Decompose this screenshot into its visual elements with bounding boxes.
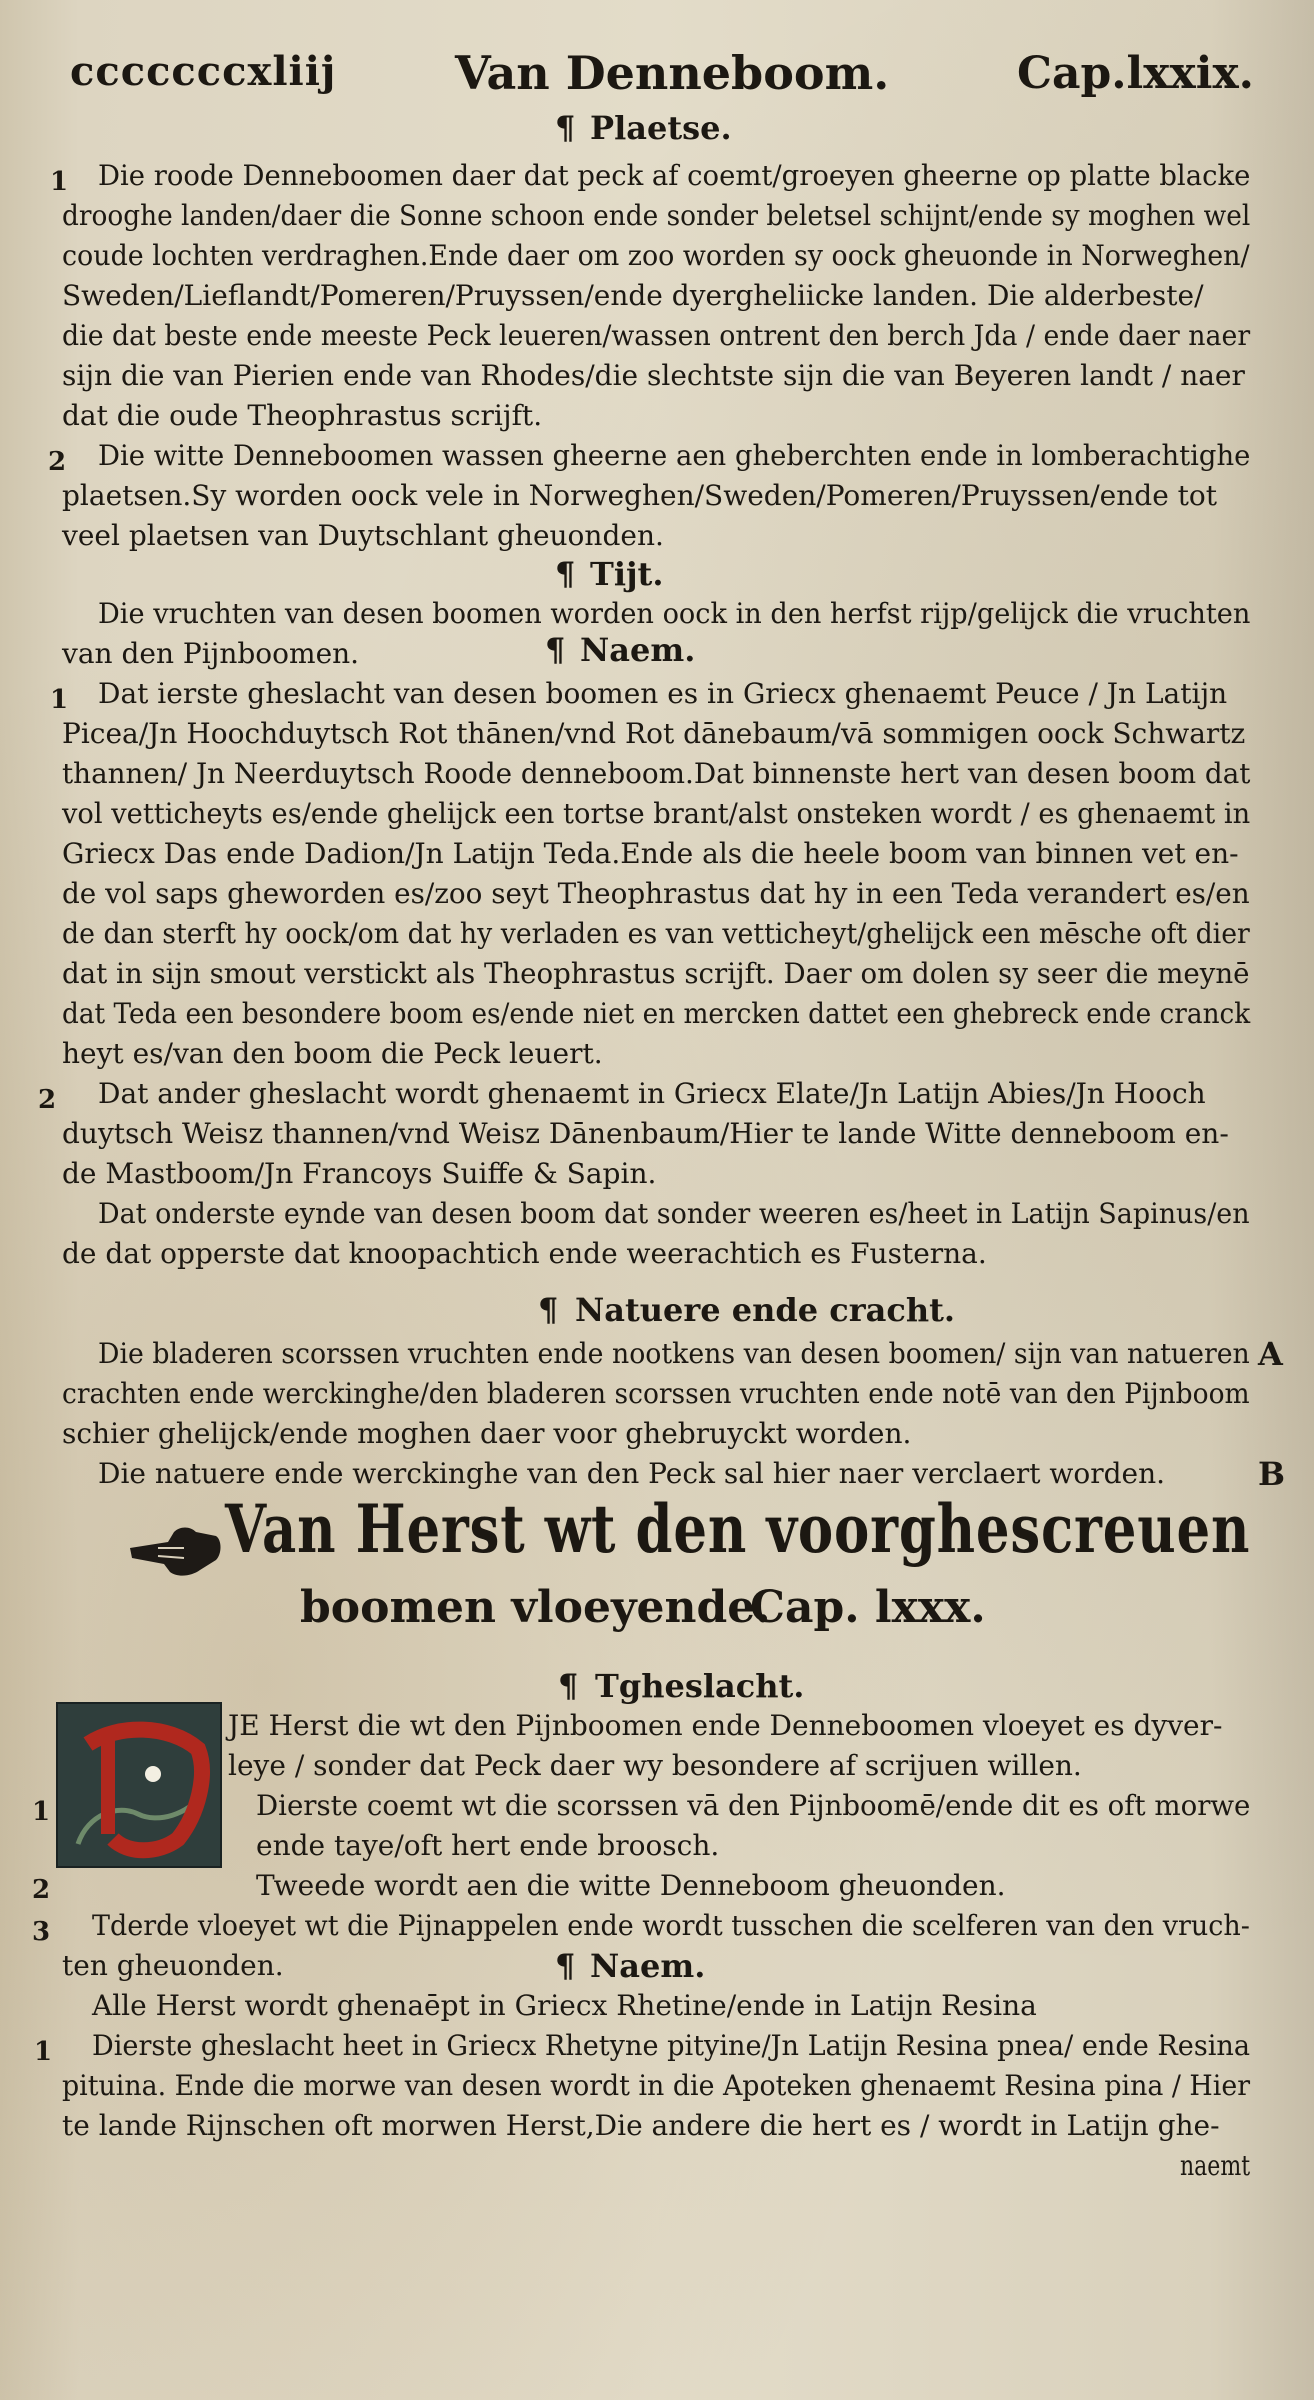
text-line: dat in sijn smout verstickt als Theophrastus scrijft. Daer om dolen sy seer die meynē: [62, 957, 1250, 990]
text-line: Dat onderste eynde van desen boom dat sonder weeren es/heet in Latijn Sapinus/en: [98, 1197, 1250, 1230]
text-line: pituina. Ende die morwe van desen wordt in die Apoteken ghenaemt Resina pina / Hier: [62, 2069, 1251, 2102]
text-line: Tweede wordt aen die witte Denneboom gheuonden.: [256, 1869, 1006, 1902]
text-line: Picea/Jn Hoochduytsch Rot thānen/vnd Rot dānebaum/vā sommigen oock Schwartz: [62, 717, 1246, 750]
margin-number: 2: [48, 447, 67, 477]
catchword: naemt: [1180, 2149, 1251, 2182]
margin-number: 1: [50, 167, 69, 197]
text-line: de vol saps gheworden es/zoo seyt Theophrastus dat hy in een Teda verandert es/en: [62, 877, 1250, 910]
section-heading-gheslacht: Tgheslacht.: [595, 1667, 805, 1705]
text-line: de Mastboom/Jn Francoys Suiffe & Sapin.: [62, 1157, 657, 1190]
text-line: Griecx Das ende Dadion/Jn Latijn Teda.Ende als die heele boom van binnen vet en-: [62, 837, 1239, 870]
decorated-initial-letter: [56, 1702, 222, 1868]
margin-number: 2: [38, 1085, 57, 1115]
text-line: Die bladeren scorssen vruchten ende nootkens van desen boomen/ sijn van natueren: [98, 1337, 1250, 1370]
running-title: Van Denneboom.: [455, 46, 890, 100]
chapter-number: Cap.lxxix.: [1016, 48, 1254, 99]
text-line: drooghe landen/daer die Sonne schoon ende sonder beletsel schijnt/ende sy moghen wel: [62, 199, 1251, 232]
text-line: vol vetticheyts es/ende ghelijck een tortse brant/alst onsteken wordt / es ghenaemt in: [62, 797, 1251, 830]
margin-number: 2: [32, 1875, 51, 1905]
chapter-title: Van Herst wt den voorghescreuen: [225, 1490, 1251, 1568]
text-line: Sweden/Lieflandt/Pomeren/Pruyssen/ende dyergheliicke landen. Die alderbeste/: [62, 279, 1204, 312]
text-line: plaetsen.Sy worden oock vele in Norweghen/Sweden/Pomeren/Pruyssen/ende tot: [62, 479, 1218, 512]
text-line: die dat beste ende meeste Peck leueren/wassen ontrent den berch Jda / ende daer naer: [62, 319, 1251, 352]
margin-number: 3: [32, 1917, 51, 1947]
pilcrow-icon: ¶: [555, 555, 576, 593]
text-line: leye / sonder dat Peck daer wy besondere af scrijuen willen.: [228, 1749, 1082, 1782]
pilcrow-icon: ¶: [545, 631, 566, 669]
margin-number: 1: [50, 685, 69, 715]
pointing-hand-icon: [128, 1512, 223, 1582]
pilcrow-icon: ¶: [558, 1667, 579, 1705]
section-heading-naem: Naem.: [580, 631, 696, 669]
margin-number: 1: [32, 1797, 51, 1827]
text-line: Dat ierste gheslacht van desen boomen es in Griecx ghenaemt Peuce / Jn Latijn: [98, 677, 1228, 710]
text-line: Dierste gheslacht heet in Griecx Rhetyne pityine/Jn Latijn Resina pnea/ ende Resina: [92, 2029, 1251, 2062]
text-line: dat die oude Theophrastus scrijft.: [62, 399, 543, 432]
margin-number: 1: [34, 2037, 53, 2067]
pilcrow-icon: ¶: [538, 1291, 559, 1329]
text-line: dat Teda een besondere boom es/ende niet en mercken dattet een ghebreck ende cranck: [62, 997, 1251, 1030]
margin-letter: A: [1258, 1335, 1283, 1373]
text-line: Dierste coemt wt die scorssen vā den Pijnboomē/ende dit es oft morwe: [256, 1789, 1251, 1822]
section-heading-natuere: Natuere ende cracht.: [575, 1291, 955, 1329]
page-header: [70, 38, 1254, 118]
text-line: coude lochten verdraghen.Ende daer om zoo worden sy oock gheuonde in Norweghen/: [62, 239, 1250, 272]
text-line: sijn die van Pierien ende van Rhodes/die slechtste sijn die van Beyeren landt / naer: [62, 359, 1245, 392]
text-line: duytsch Weisz thannen/vnd Weisz Dānenbaum/Hier te lande Witte denneboom en-: [62, 1117, 1229, 1150]
text-line: ten gheuonden.: [62, 1949, 284, 1982]
section-heading-tijt: Tijt.: [590, 555, 664, 593]
text-line: de dat opperste dat knoopachtich ende weerachtich es Fusterna.: [62, 1237, 987, 1270]
text-line: van den Pijnboomen.: [62, 637, 360, 670]
section-heading-plaetse: Plaetse.: [590, 109, 732, 147]
pilcrow-icon: ¶: [555, 1947, 576, 1985]
section-heading-naem-2: Naem.: [590, 1947, 706, 1985]
text-line: Dat ander gheslacht wordt ghenaemt in Griecx Elate/Jn Latijn Abies/Jn Hooch: [98, 1077, 1206, 1110]
text-line: de dan sterft hy oock/om dat hy verladen es van vetticheyt/ghelijck een mēsche oft dier: [62, 917, 1250, 950]
text-line: Die natuere ende werckinghe van den Peck sal hier naer verclaert worden.: [98, 1457, 1166, 1490]
text-line: te lande Rijnschen oft morwen Herst,Die andere die hert es / wordt in Latijn ghe-: [62, 2109, 1220, 2142]
folio-number: cccccccxliij: [70, 48, 337, 95]
text-line: veel plaetsen van Duytschlant gheuonden.: [62, 519, 664, 552]
text-line: thannen/ Jn Neerduytsch Roode denneboom.Dat binnenste hert van desen boom dat: [62, 757, 1251, 790]
text-line: Die vruchten van desen boomen worden oock in den herfst rijp/gelijck die vruchten: [98, 597, 1251, 630]
text-line: Die roode Denneboomen daer dat peck af coemt/groeyen gheerne op platte blacke: [98, 159, 1251, 192]
text-line: JE Herst die wt den Pijnboomen ende Denneboomen vloeyet es dyver-: [228, 1709, 1223, 1742]
chapter-subtitle: boomen vloeyende.: [300, 1582, 771, 1633]
text-line: Tderde vloeyet wt die Pijnappelen ende wordt tusschen die scelferen van den vruch-: [92, 1909, 1250, 1942]
chapter-label: Cap. lxxx.: [750, 1582, 986, 1633]
text-line: heyt es/van den boom die Peck leuert.: [62, 1037, 603, 1070]
text-line: ende taye/oft hert ende broosch.: [256, 1829, 720, 1862]
text-line: Alle Herst wordt ghenaēpt in Griecx Rhetine/ende in Latijn Resina: [92, 1989, 1037, 2022]
text-line: crachten ende werckinghe/den bladeren scorssen vruchten ende notē van den Pijnboom: [62, 1377, 1250, 1410]
text-line: Die witte Denneboomen wassen gheerne aen gheberchten ende in lomberachtighe: [98, 439, 1251, 472]
pilcrow-icon: ¶: [555, 109, 576, 147]
text-line: schier ghelijck/ende moghen daer voor ghebruyckt worden.: [62, 1417, 912, 1450]
margin-letter: B: [1258, 1455, 1286, 1493]
